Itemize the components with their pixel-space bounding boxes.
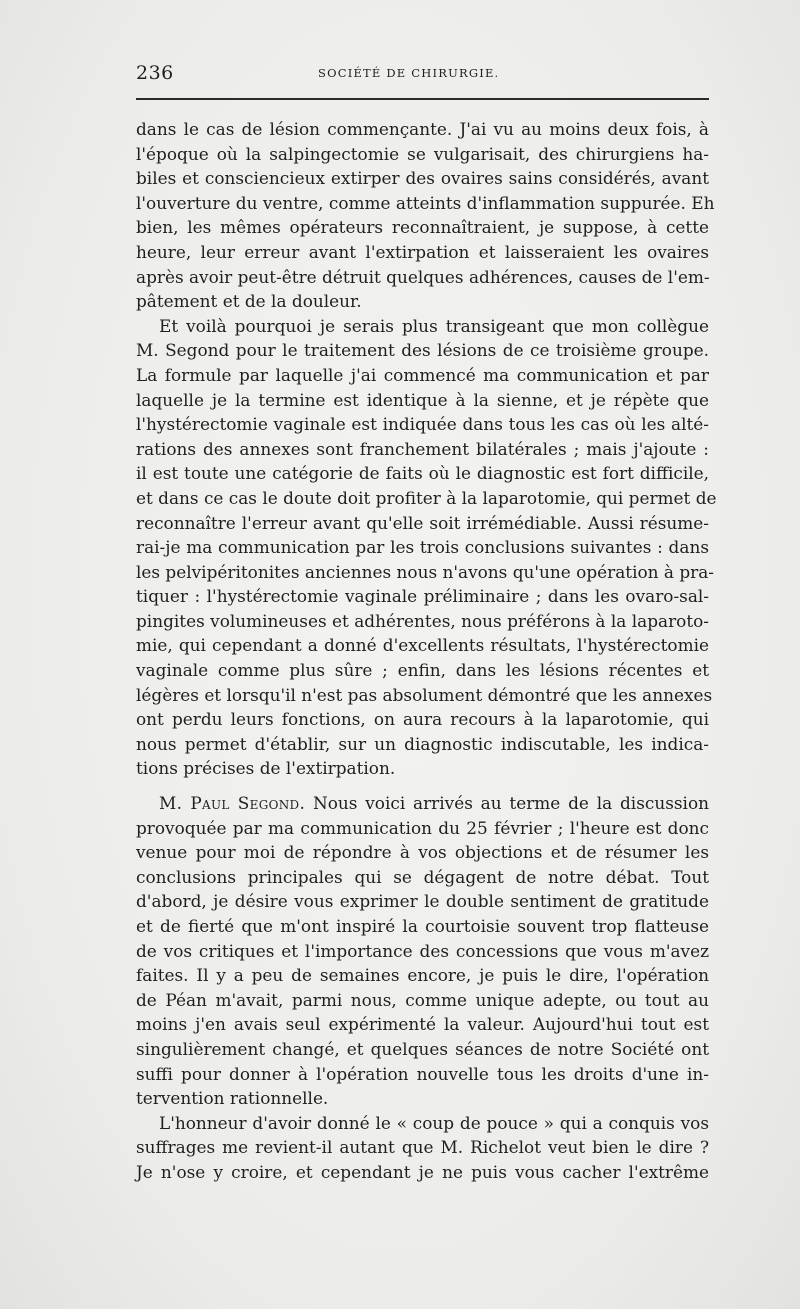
text-line: Et voilà pourquoi je serais plus transigeant que mon collègue [159,315,709,336]
speaker-name: M. Paul Segond. [159,793,306,814]
text-line: faites. Il y a peu de semaines encore, je puis le dire, l'opération [136,965,709,986]
text-line: conclusions principales qui se dégagent de notre débat. Tout [136,866,709,887]
text-line: légères et lorsqu'il n'est pas absolument démontré que les annexes [136,684,713,705]
text-line: L'honneur d'avoir donné le « coup de pouce » qui a conquis vos [159,1112,709,1133]
paragraph-2 [136,314,717,781]
text-line: M. Segond pour le traitement des lésions de ce troisième groupe. [136,340,709,361]
text-line: singulièrement changé, et quelques séances de notre Société ont [136,1038,709,1059]
page-number: 236 [136,62,174,84]
text-line: tervention rationnelle. [136,1088,329,1109]
text-line: de vos critiques et l'importance des concessions que vous m'avez [136,940,709,961]
text-line: rai-je ma communication par les trois conclusions suivantes : dans [136,537,709,558]
text-line: et de fierté que m'ont inspiré la courtoisie souvent trop flatteuse [136,916,709,936]
text-line: tions précises de l'extirpation. [136,758,396,779]
text-line: reconnaître l'erreur avant qu'elle soit irrémédiable. Aussi résume- [136,512,709,533]
speaker-text: Nous voici arrivés au terme de la discussion [312,793,709,814]
body-text [136,117,717,1185]
text-line: biles et consciencieux extirper des ovaires sains considérés, avant [136,168,709,189]
running-title: SOCIÉTÉ DE CHIRURGIE. [318,66,500,80]
text-line: de Péan m'avait, parmi nous, comme unique adepte, ou tout au [136,989,709,1010]
text-line: heure, leur erreur avant l'extirpation et laisseraient les ovaires [136,241,709,262]
text-line: venue pour moi de répondre à vos objections et de résumer les [136,842,709,863]
text-line: pâtement et de la douleur. [136,291,362,312]
text-line: l'époque où la salpingectomie se vulgarisait, des chirurgiens ha- [136,143,709,164]
paragraph-4 [136,1111,709,1185]
text-line: suffrages me revient-il autant que M. Richelot veut bien le dire ? [136,1137,709,1158]
text-line: tiquer : l'hystérectomie vaginale préliminaire ; dans les ovaro-sal- [136,586,709,607]
text-line: bien, les mêmes opérateurs reconnaîtraient, je suppose, à cette [136,217,709,238]
text-line: pingites volumineuses et adhérentes, nous préférons à la laparoto- [136,610,709,631]
text-line: après avoir peut-être détruit quelques adhérences, causes de l'em- [136,266,710,287]
text-line: laquelle je la termine est identique à la sienne, et je répète que [136,389,709,410]
header-rule [136,98,709,100]
text-line: La formule par laquelle j'ai commencé ma communication et par [136,364,709,385]
text-line: provoquée par ma communication du 25 février ; l'heure est donc [136,817,709,838]
text-line: mie, qui cependant a donné d'excellents résultats, l'hystérectomie [136,635,709,656]
text-line: et dans ce cas le doute doit profiter à la laparotomie, qui permet de [136,487,717,508]
text-line: rations des annexes sont franchement bilatérales ; mais j'ajoute : [136,438,709,459]
text-line: ont perdu leurs fonctions, on aura recours à la laparotomie, qui [136,709,709,730]
text-line: l'hystérectomie vaginale est indiquée dans tous les cas où les alté- [136,414,709,435]
text-line: Je n'ose y croire, et cependant je ne puis vous cacher l'extrême [136,1161,709,1182]
text-line: l'ouverture du ventre, comme atteints d'inflammation suppurée. Eh [136,192,715,213]
text-line: les pelvipéritonites anciennes nous n'avons qu'une opération à pra- [136,561,714,582]
text-line: nous permet d'établir, sur un diagnostic indiscutable, les indica- [136,733,709,754]
paragraph-3 [136,791,709,1111]
text-line: d'abord, je désire vous exprimer le double sentiment de gratitude [136,891,709,912]
paragraph-1 [136,117,715,314]
page-header [136,62,710,92]
text-line: suffi pour donner à l'opération nouvelle tous les droits d'une in- [136,1063,709,1084]
text-line: vaginale comme plus sûre ; enfin, dans les lésions récentes et [136,660,709,681]
text-line: moins j'en avais seul expérimenté la valeur. Aujourd'hui tout est [136,1014,709,1035]
text-line: dans le cas de lésion commençante. J'ai vu au moins deux fois, à [136,119,709,139]
text-line: il est toute une catégorie de faits où le diagnostic est fort difficile, [136,463,709,484]
text-line [136,791,709,816]
